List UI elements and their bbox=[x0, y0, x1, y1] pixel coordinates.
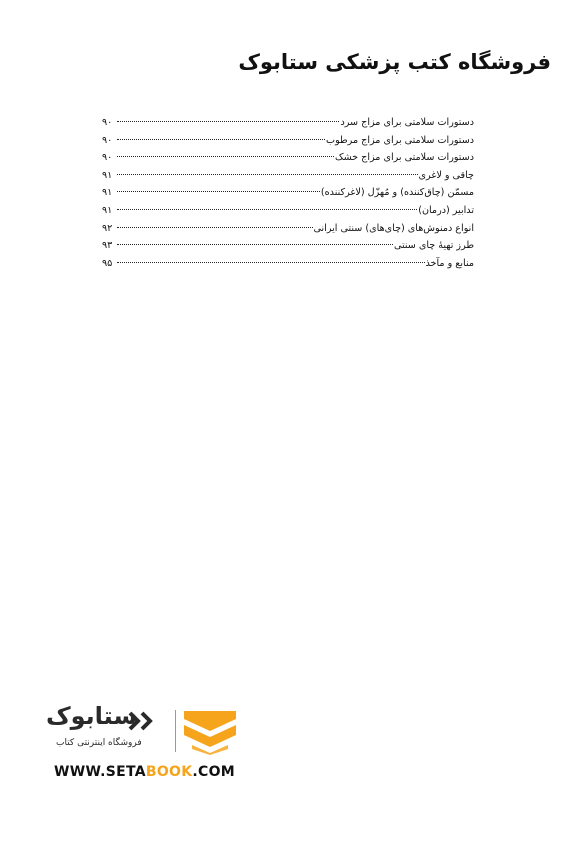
toc-row bbox=[102, 220, 474, 238]
toc-page-number: ۹۰ bbox=[102, 152, 113, 164]
toc-row bbox=[102, 237, 474, 255]
setabook-emblem-icon bbox=[182, 709, 238, 755]
toc-entry-title: دستورات سلامتی برای مزاج خشک bbox=[335, 152, 474, 164]
toc-entry-title: دستورات سلامتی برای مزاج مرطوب bbox=[326, 134, 474, 146]
toc-entry-title: تدابیر (درمان) bbox=[418, 204, 474, 216]
toc-entry-title: دستورات سلامتی برای مزاج سرد bbox=[340, 117, 474, 128]
toc-page-number: ۹۵ bbox=[102, 257, 113, 269]
toc-row bbox=[102, 149, 474, 167]
toc-page-number: ۹۰ bbox=[102, 117, 113, 128]
toc-row bbox=[102, 114, 474, 132]
toc-row bbox=[102, 167, 474, 185]
toc-entry-title: منابع و مآخذ bbox=[425, 257, 474, 269]
toc-page-number: ۹۱ bbox=[102, 204, 113, 216]
toc-leader-dots bbox=[117, 227, 313, 228]
toc-page-number: ۹۰ bbox=[102, 134, 113, 146]
page-title: فروشگاه کتب پزشکی ستابوک bbox=[238, 50, 551, 74]
toc-leader-dots bbox=[117, 174, 418, 175]
website-url[interactable] bbox=[54, 764, 235, 780]
toc-leader-dots bbox=[117, 262, 425, 263]
website-url-prefix: WWW.SETA bbox=[54, 764, 146, 780]
website-url-suffix: .COM bbox=[192, 764, 236, 780]
toc-page-number: ۹۱ bbox=[102, 187, 113, 199]
toc-row bbox=[102, 255, 474, 273]
website-url-accent: BOOK bbox=[145, 764, 193, 780]
brand-tagline: فروشگاه اینترنتی کتاب bbox=[56, 738, 142, 748]
toc-entry-title: مسمّن (چاق‌کننده) و مُهزّل (لاغرکننده) bbox=[320, 187, 474, 199]
toc-entry-title: طرز تهیهٔ چای سنتی bbox=[393, 240, 474, 252]
logo-divider bbox=[175, 710, 176, 752]
toc-leader-dots bbox=[117, 156, 334, 157]
toc-leader-dots bbox=[117, 191, 320, 192]
toc-leader-dots bbox=[117, 209, 417, 210]
brand-logo-text: ستابوک bbox=[46, 702, 138, 730]
toc-leader-dots bbox=[117, 139, 325, 140]
toc-leader-dots bbox=[117, 244, 393, 245]
toc-page-number: ۹۱ bbox=[102, 169, 113, 181]
toc-page-number: ۹۲ bbox=[102, 222, 113, 234]
toc-row bbox=[102, 132, 474, 150]
double-chevron-icon bbox=[124, 711, 172, 731]
toc-leader-dots bbox=[117, 121, 339, 122]
toc-entry-title: انواع دمنوش‌های (چای‌های) سنتی ایرانی bbox=[313, 222, 474, 234]
toc-page-number: ۹۳ bbox=[102, 240, 113, 252]
toc-row bbox=[102, 202, 474, 220]
toc-entry-title: چاقی و لاغری bbox=[418, 169, 474, 181]
toc-row bbox=[102, 184, 474, 202]
table-of-contents bbox=[102, 114, 474, 272]
